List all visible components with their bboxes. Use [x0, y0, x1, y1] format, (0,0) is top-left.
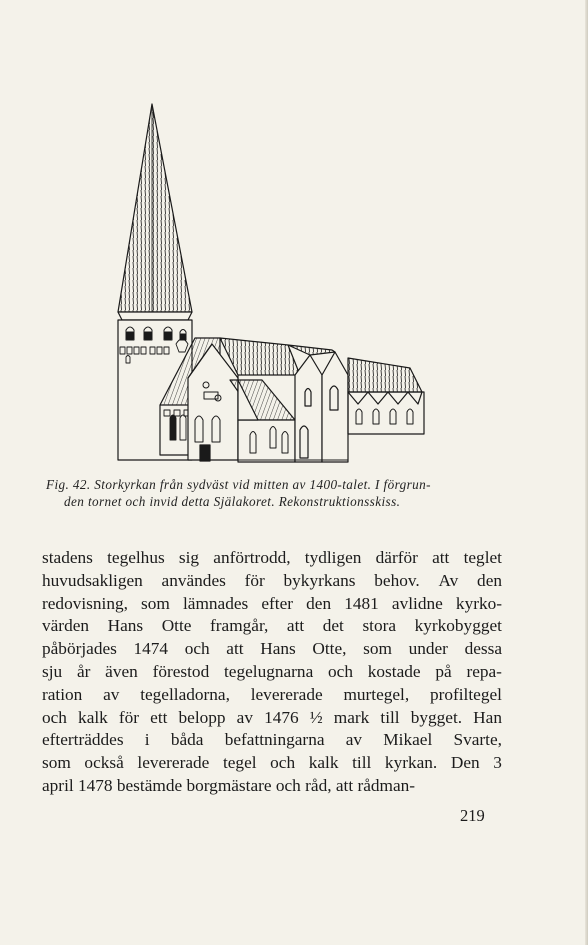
church-sketch-illustration — [100, 100, 430, 470]
word: värden — [42, 616, 90, 636]
word: att — [286, 616, 305, 636]
word: befattningarna — [224, 730, 325, 750]
word: i — [144, 730, 150, 750]
text-line — [42, 684, 502, 707]
word: profiltegel — [429, 684, 502, 704]
word: tegel — [222, 753, 257, 773]
word: och — [328, 661, 353, 681]
word: år — [76, 661, 91, 681]
word: Av — [438, 570, 459, 590]
text-line — [42, 593, 502, 616]
word: att — [432, 548, 450, 567]
word: för — [118, 707, 140, 727]
word: och — [42, 707, 67, 727]
word: Hans — [260, 639, 296, 659]
word: till — [380, 707, 400, 727]
word: därför — [375, 548, 418, 567]
caption-line: Fig. 42. Storkyrkan från sydväst vid mitten av 1400-talet. I förgrun- — [46, 477, 431, 492]
word: stadens — [42, 548, 93, 567]
word: och — [184, 639, 210, 659]
word: av — [345, 730, 363, 750]
word: som — [141, 593, 170, 613]
word: tegelhus — [107, 548, 165, 567]
word: förestod — [152, 661, 210, 681]
word: murtegel, — [343, 684, 410, 704]
word: av — [236, 707, 253, 727]
word: det — [322, 616, 344, 636]
word: tegelladorna, — [140, 684, 230, 704]
word: av — [103, 684, 120, 704]
word: lämnades — [182, 593, 249, 613]
word: kyrkan. — [384, 753, 438, 773]
word: som — [363, 639, 392, 659]
figure-caption — [46, 476, 506, 510]
spire — [118, 104, 192, 312]
word: bygget. — [410, 707, 463, 727]
word: som — [42, 753, 71, 773]
word: mark — [333, 707, 370, 727]
word: repa- — [466, 661, 502, 681]
word: för — [244, 570, 265, 590]
word: behov. — [374, 570, 420, 590]
body-paragraph — [42, 547, 502, 798]
text-line — [42, 729, 502, 752]
word: att — [226, 639, 244, 659]
word: tegelugnarna — [224, 661, 314, 681]
text-line — [42, 547, 502, 570]
word: 3 — [493, 753, 502, 773]
word: ½ — [309, 707, 323, 727]
word: kyrko- — [455, 593, 502, 613]
word: avlidne — [391, 593, 443, 613]
text-line — [42, 707, 502, 730]
word: belopp — [178, 707, 226, 727]
word: levererade — [137, 753, 210, 773]
word: Svarte, — [453, 730, 502, 750]
text-line — [42, 615, 502, 638]
word: Han — [473, 707, 502, 727]
word: Den — [450, 753, 480, 773]
word: användes — [161, 570, 226, 590]
word: ett — [150, 707, 168, 727]
word: under — [408, 639, 448, 659]
word: Otte — [161, 616, 192, 636]
word: huvudsakligen — [42, 570, 143, 590]
word: stora — [362, 616, 397, 636]
word: tydligen — [304, 548, 362, 567]
word: den — [477, 570, 502, 590]
word: båda — [170, 730, 204, 750]
choir-roof — [348, 358, 422, 392]
text-line — [42, 752, 502, 775]
word: framgår, — [210, 616, 269, 636]
word: sig — [178, 548, 200, 567]
word: levererade — [250, 684, 323, 704]
text-line — [42, 661, 502, 684]
word: kalk — [308, 753, 339, 773]
page-number: 219 — [460, 806, 485, 825]
word: ration — [42, 684, 83, 704]
word: teglet — [463, 548, 502, 567]
word: kyrkobygget — [414, 616, 502, 636]
text-line — [42, 638, 502, 661]
word: sju — [42, 661, 63, 681]
word: även — [105, 661, 138, 681]
word: 1476 — [264, 707, 299, 727]
word: efterträddes — [42, 730, 124, 750]
word: bykyrkans — [283, 570, 356, 590]
word: kalk — [78, 707, 108, 727]
word: Mikael — [383, 730, 433, 750]
text-line: april 1478 bestämde borgmästare och råd, att rådman- — [42, 775, 416, 795]
word: Otte, — [312, 639, 347, 659]
word: efter — [261, 593, 294, 613]
word: dessa — [464, 639, 502, 659]
word: 1474 — [133, 639, 169, 659]
word: också — [84, 753, 124, 773]
word: på — [435, 661, 452, 681]
word: kostade — [367, 661, 421, 681]
word: 1481 — [344, 593, 379, 613]
word: påbörjades — [42, 639, 117, 659]
word: till — [352, 753, 372, 773]
word: anförtrodd, — [213, 548, 291, 567]
text-line — [42, 570, 502, 593]
word: redovisning, — [42, 593, 128, 613]
caption-line: den tornet och invid detta Själakoret. Rekonstruktionsskiss. — [64, 494, 401, 509]
word: Hans — [107, 616, 144, 636]
word: den — [306, 593, 332, 613]
church-sketch-figure — [100, 100, 430, 470]
word: och — [270, 753, 296, 773]
